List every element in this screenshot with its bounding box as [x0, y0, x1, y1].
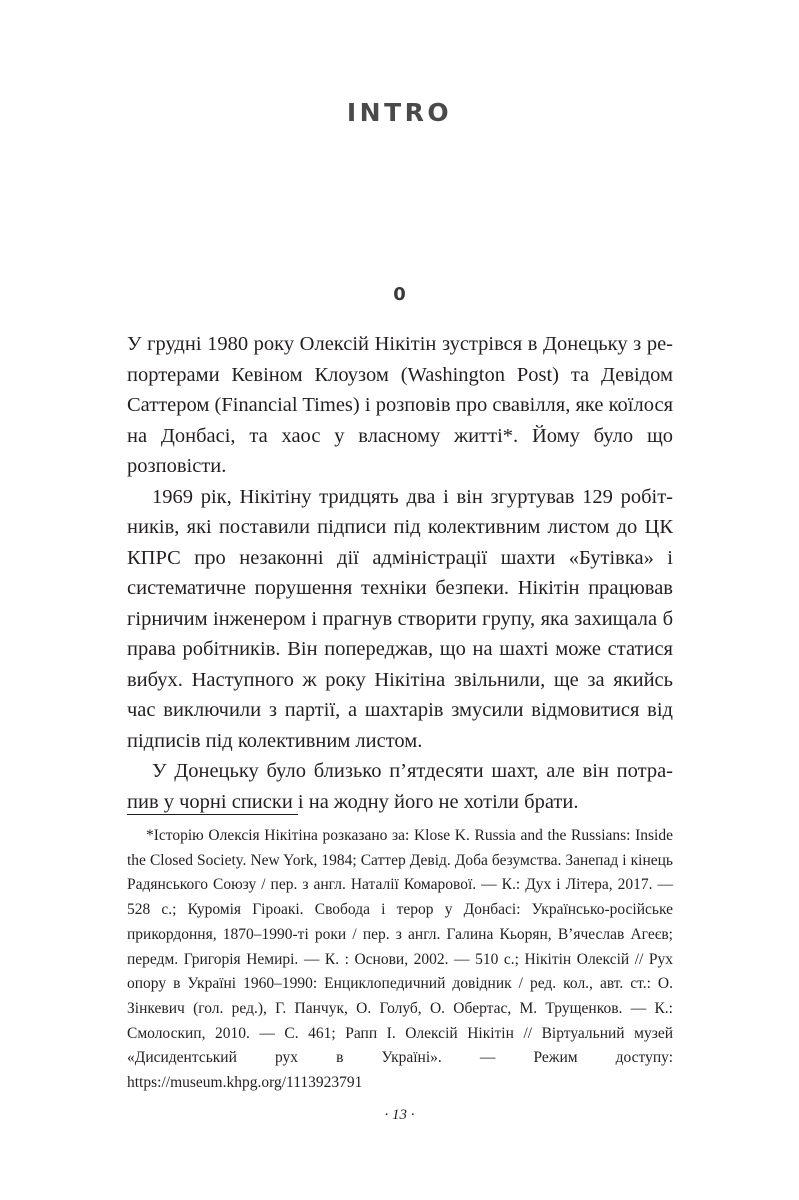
section-number: 0 — [393, 284, 406, 305]
paragraph: У Донецьку було близько п’ятдесяти шахт, але він потрапив у чорні списки і на жодну його не хотіли брати. — [127, 760, 673, 813]
paragraph: У грудні 1980 року Олексій Нікітін зустрівся в Донецьку з репортерами Кевіном Клоузом (Washington Post) та Девідом Саттером (Financial Times) і розповів про свавілля, яке коїлося на Донбасі, та хаос у власному житті*. Йому було що розповісти. — [127, 333, 673, 477]
paragraph: 1969 рік, Нікітіну тридцять два і він згуртував 129 робітників, які поставили підписи під колективним листом до ЦК КПРС про незаконні дії адміністрації шахти «Бутівка» і систематичне порушення техніки безпеки. Нікітін працював гірничим інженером і прагнув створити групу, яка захищала б права робітників. Він попереджав, що на шахті може статися вибух. Наступного ж року Нікітіна звільнили, ще за якийсь час виключили з партії, а шахтарів змусили відмовитися від підписів під колективним листом. — [127, 485, 673, 752]
body-text — [127, 329, 673, 817]
page-number: · 13 · — [384, 1107, 415, 1123]
chapter-heading: INTRO — [346, 98, 453, 127]
footnote: *Історію Олексія Нікітіна розказано за: Klose K. Russia and the Russians: Inside the Closed Society. New York, 1984; Саттер Девід. Доба безумства. Занепад і кінець Радянського Союзу / пер. з англ. Наталії Комарової. — К.: Дух і Літера, 2017. — 528 с.; Куромія Гіроакі. Свобода і терор у Донбасі: Українсько-російське прикордоння, 1870–1990-ті роки / пер. з англ. Галина Кьорян, В’ячеслав Агеєв; передм. Григорія Немирі. — К. : Основи, 2002. — 510 с.; Нікітін Олексій // Рух опору в Україні 1960–1990: Енциклопедичний довідник / ред. кол., авт. ст.: О. Зінкевич (гол. ред.), Г. Панчук, О. Голуб, О. Обертас, М. Трущенков. — К.: Смолоскип, 2010. — С. 461; Рапп І. Олексій Нікітін // Віртуальний музей «Дисидентський рух в Україні». — Режим доступу: https://museum.khpg.org/1113923791 — [127, 827, 673, 1092]
footnote-divider — [127, 814, 298, 815]
